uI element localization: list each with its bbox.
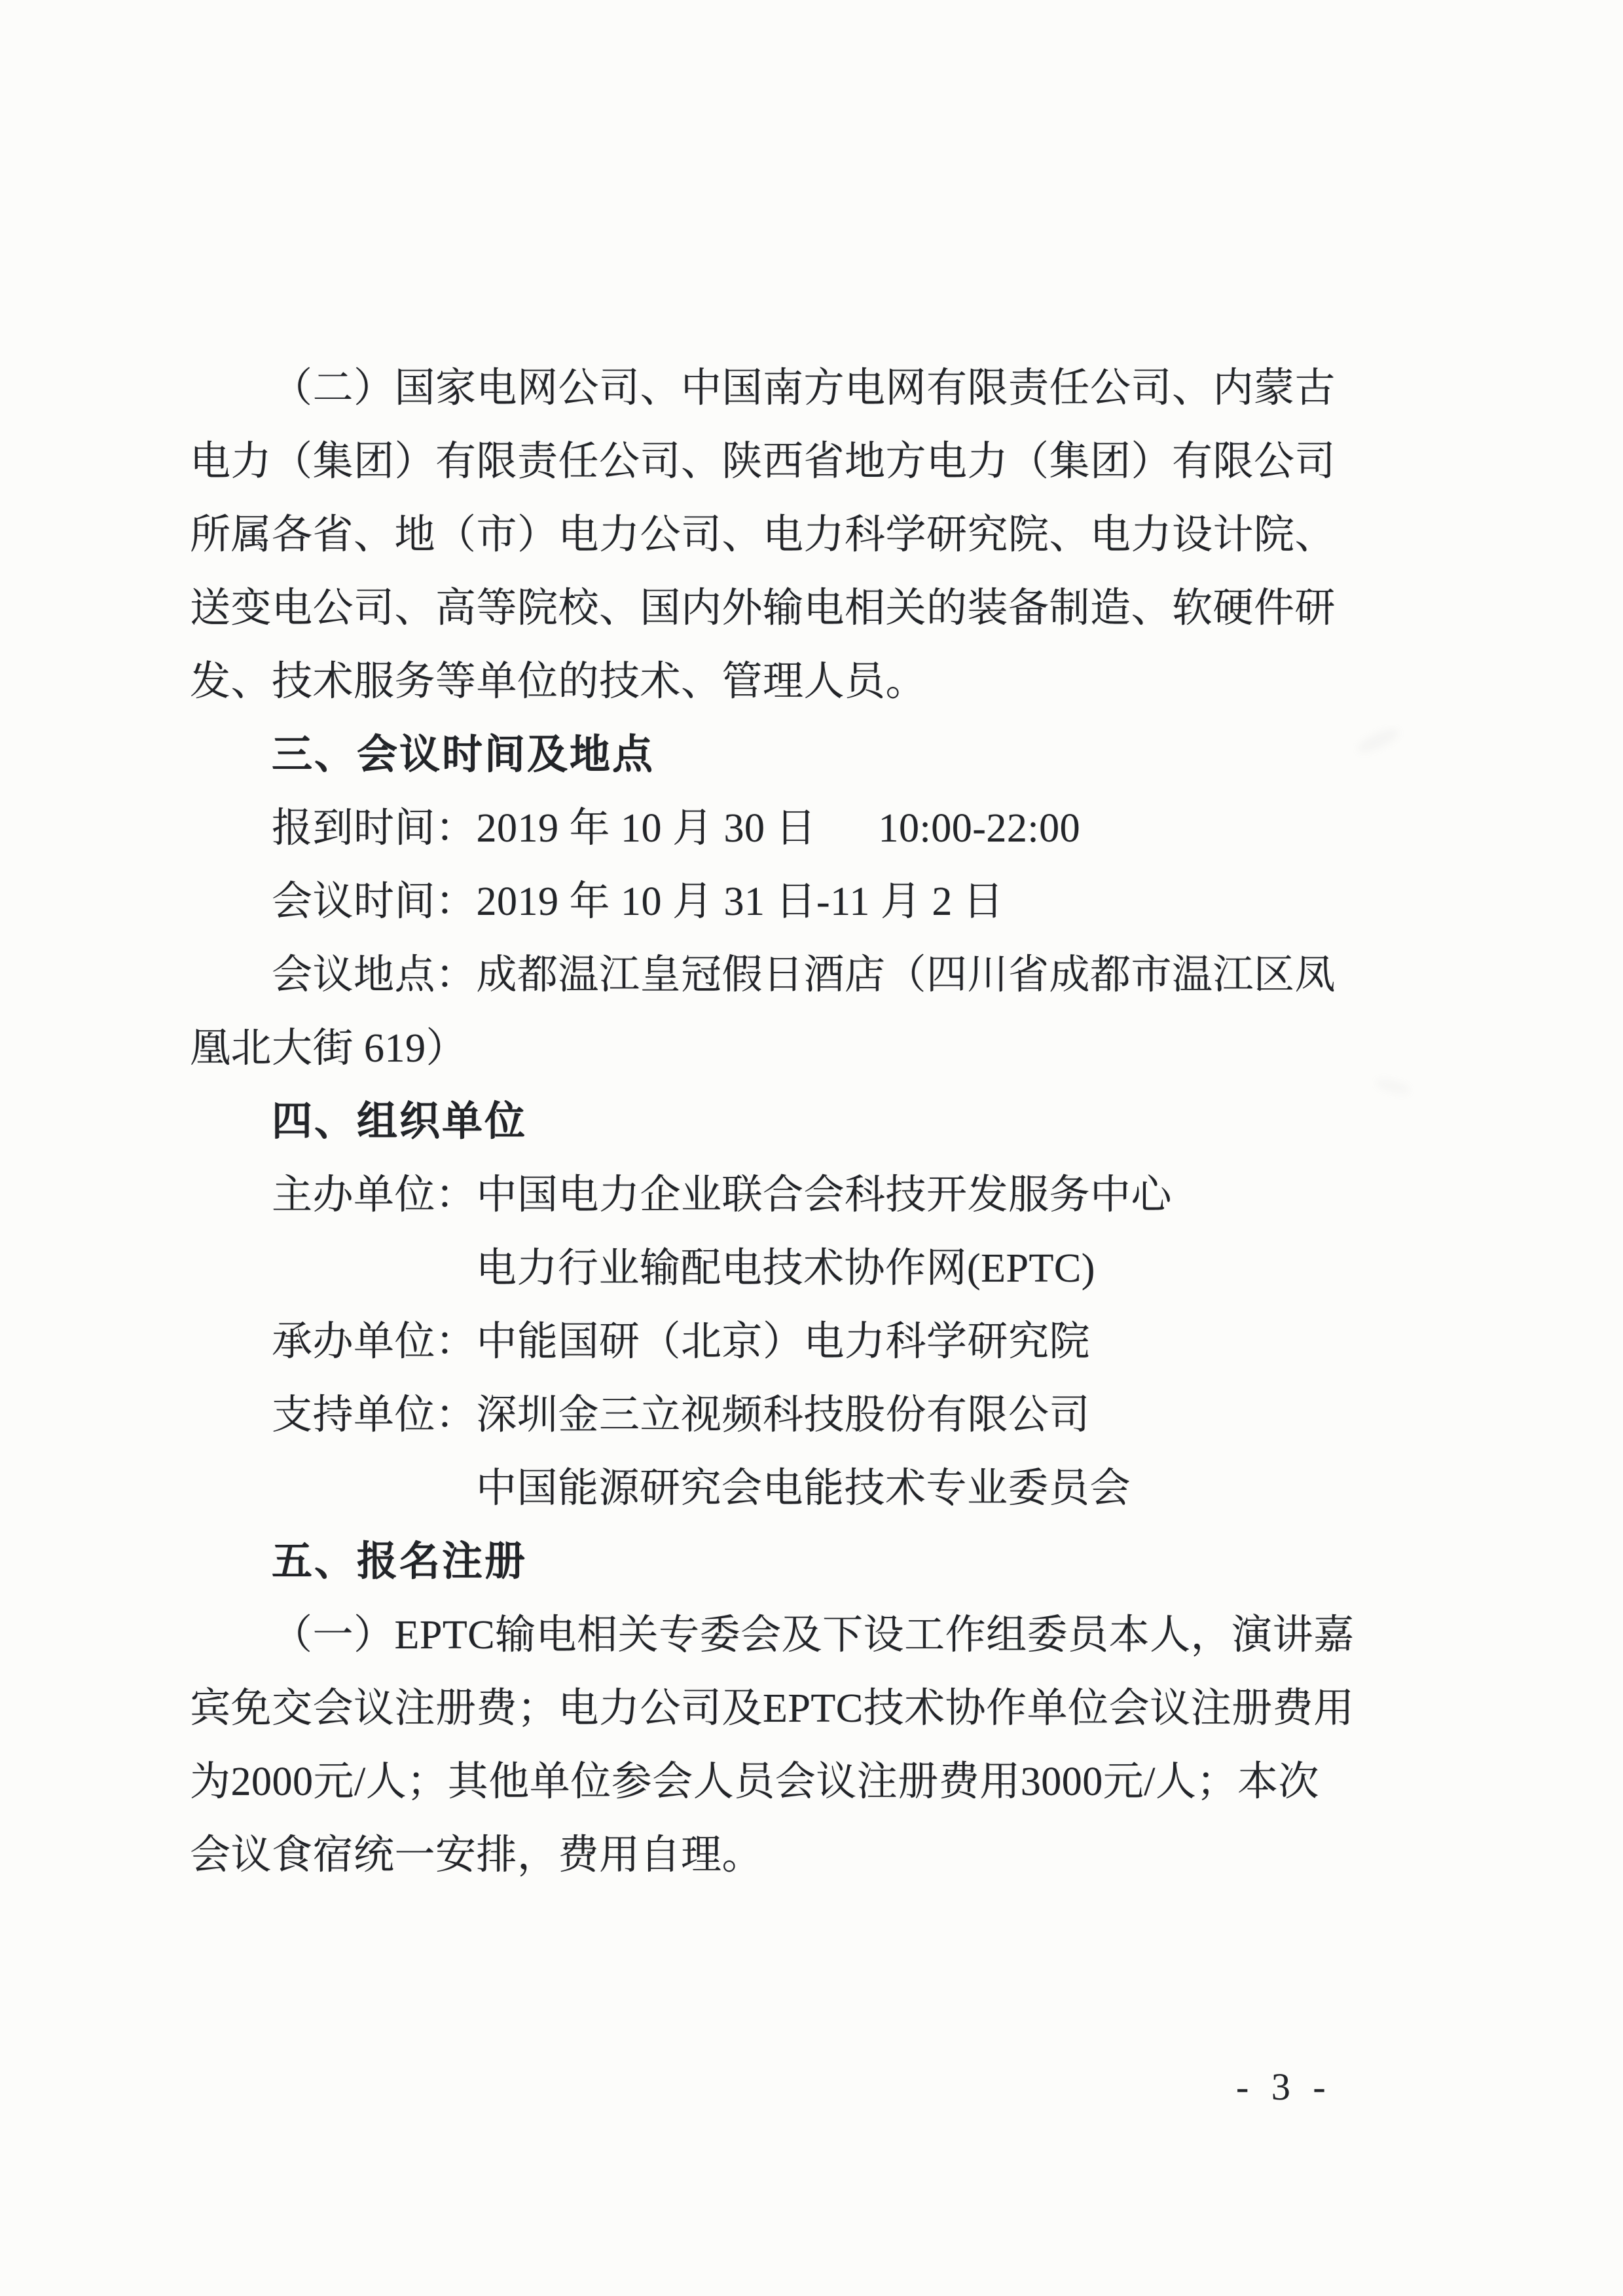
attendees-paragraph-line: 电力（集团）有限责任公司、陕西省地方电力（集团）有限公司 [190,439,1336,484]
host-unit-line: 主办单位：中国电力企业联合会科技开发服务中心 [272,1173,1173,1217]
page-number: - 3 - [1236,2065,1332,2108]
registration-paragraph-line: 会议食宿统一安排，费用自理。 [190,1833,763,1878]
checkin-time-line: 报到时间：2019 年 10 月 30 日 10:00-22:00 [272,806,1081,851]
attendees-paragraph-line: （二）国家电网公司、中国南方电网有限责任公司、内蒙古 [272,366,1336,411]
attendees-paragraph-line: 所属各省、地（市）电力公司、电力科学研究院、电力设计院、 [190,513,1336,557]
section-heading-registration: 五、报名注册 [272,1539,528,1584]
support-unit-line: 中国能源研究会电能技术专业委员会 [476,1466,1131,1511]
attendees-paragraph-line: 发、技术服务等单位的技术、管理人员。 [190,659,927,704]
host-unit-line: 电力行业输配电技术协作网(EPTC) [476,1246,1095,1291]
registration-paragraph-line: 宾免交会议注册费；电力公司及EPTC技术协作单位会议注册费用 [190,1686,1355,1731]
section-heading-time-venue: 三、会议时间及地点 [272,732,655,777]
venue-line: 凰北大街 619） [190,1026,467,1071]
organizer-unit-line: 承办单位：中能国研（北京）电力科学研究院 [272,1320,1091,1364]
meeting-time-line: 会议时间：2019 年 10 月 31 日-11 月 2 日 [272,880,1004,924]
section-heading-organizers: 四、组织单位 [272,1099,528,1144]
support-unit-line: 支持单位：深圳金三立视频科技股份有限公司 [272,1393,1091,1437]
attendees-paragraph-line: 送变电公司、高等院校、国内外输电相关的装备制造、软硬件研 [190,586,1336,631]
document-content [190,352,1434,1892]
venue-line: 会议地点：成都温江皇冠假日酒店（四川省成都市温江区凤 [272,953,1336,997]
registration-paragraph-line: （一）EPTC输电相关专委会及下设工作组委员本人，演讲嘉 [272,1613,1355,1657]
registration-paragraph-line: 为2000元/人；其他单位参会人员会议注册费用3000元/人；本次 [190,1760,1319,1804]
